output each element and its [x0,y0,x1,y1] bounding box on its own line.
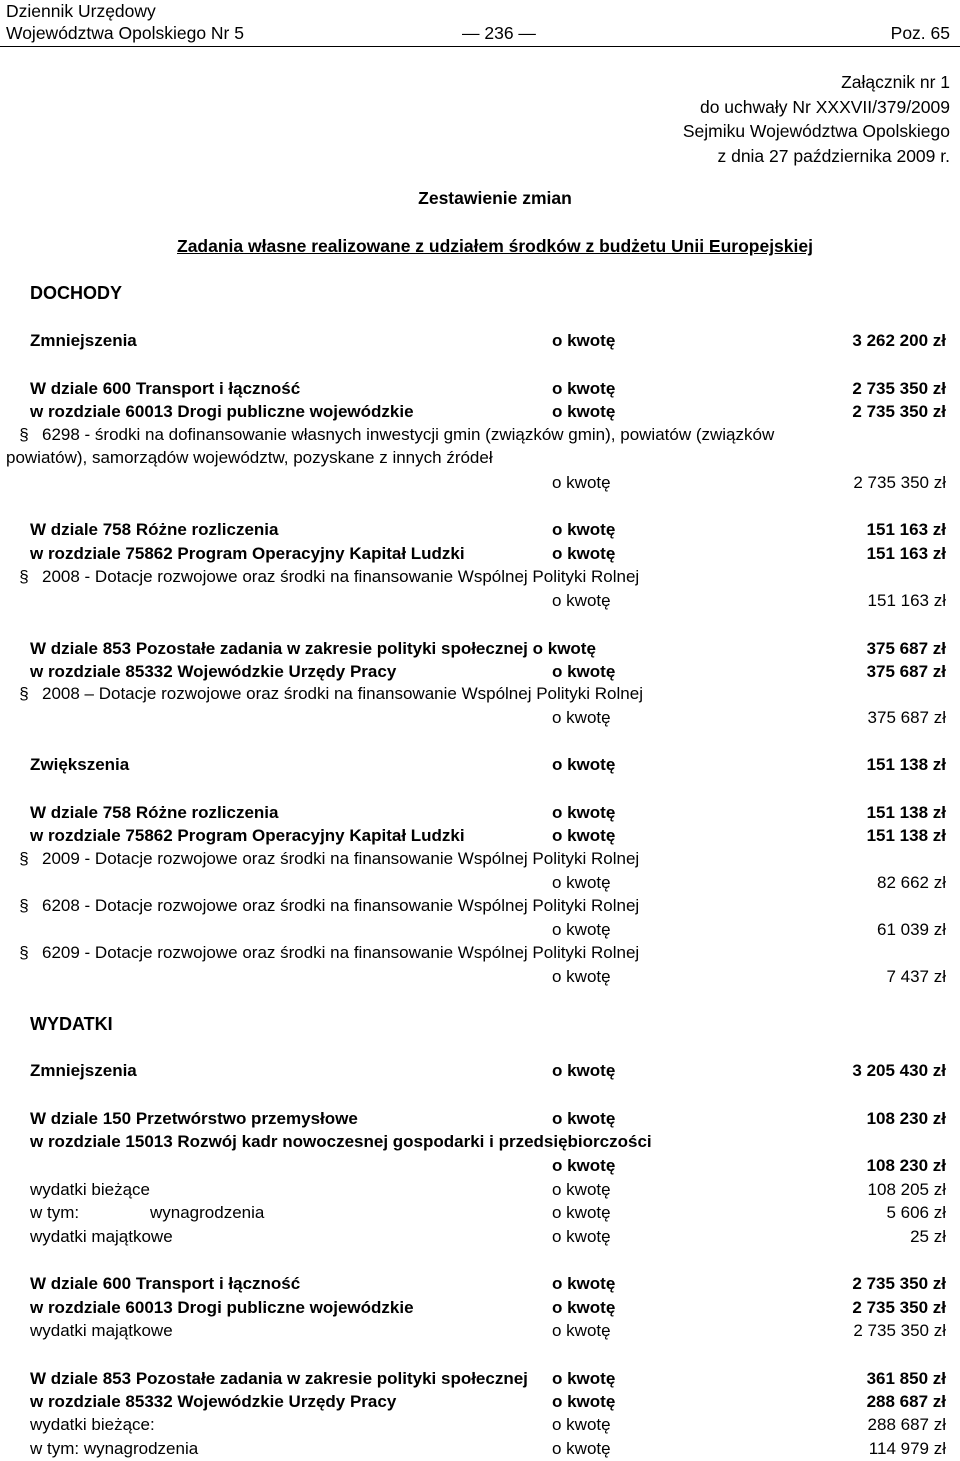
document-subtitle: Zadania własne realizowane z udziałem środków z budżetu Unii Europejskiej [177,236,813,256]
row-label: W dziale 853 Pozostałe zadania w zakresie polityki społecznej o kwotę [30,639,596,658]
row-amount: 2 735 350 zł [853,473,946,492]
table-row [0,753,960,777]
row-kwote: o kwotę [552,662,616,681]
row-amount: 7 437 zł [886,967,946,986]
row-label: w rozdziale 75862 Program Operacyjny Kapitał Ludzki [30,826,465,845]
paragraph-text: 2009 - Dotacje rozwojowe oraz środki na finansowanie Wspólnej Polityki Rolnej [42,849,640,868]
table-row [0,1437,960,1461]
table-row [0,1390,960,1414]
row-label: w rozdziale 60013 Drogi publiczne wojewódzkie [30,1298,414,1317]
table-row [0,824,960,848]
paragraph-entry [6,682,950,705]
row-kwote: o kwotę [552,1439,611,1458]
table-row [0,706,960,730]
paragraph-entry [6,847,950,870]
row-amount: 61 039 zł [877,920,946,939]
table-row [0,1272,960,1296]
row-label: Zmniejszenia [30,1061,137,1080]
position-number: Poz. 65 [890,23,950,43]
row-kwote: o kwotę [552,591,611,610]
paragraph-entry [6,565,950,588]
table-row [0,1059,960,1083]
table-row [0,1130,960,1154]
row-label: w rozdziale 60013 Drogi publiczne wojewódzkie [30,402,414,421]
row-label: Zwiększenia [30,755,130,774]
row-amount: 2 735 350 zł [852,402,946,421]
row-kwote: o kwotę [552,708,611,727]
page-number: — 236 — [462,23,536,43]
row-kwote: o kwotę [552,803,616,822]
table-row [0,660,960,684]
section-symbol: § [19,684,29,703]
row-kwote: o kwotę [552,1369,616,1388]
row-amount: 151 163 zł [866,544,946,563]
row-kwote: o kwotę [552,331,616,350]
row-label: w rozdziale 75862 Program Operacyjny Kapitał Ludzki [30,544,465,563]
journal-title-line1: Dziennik Urzędowy [6,1,156,21]
table-row [0,400,960,424]
row-kwote: o kwotę [552,1298,616,1317]
row-label: wydatki majątkowe [30,1321,173,1340]
row-label: w rozdziale 15013 Rozwój kadr nowoczesnej gospodarki i przedsiębiorczości [30,1132,652,1151]
table-row [0,965,960,989]
row-label: wydatki bieżące: [30,1415,155,1434]
row-amount: 375 687 zł [867,708,946,727]
table-row [0,871,960,895]
row-amount: 108 205 zł [867,1180,946,1199]
row-kwote: o kwotę [552,402,616,421]
row-kwote: o kwotę [552,1109,616,1128]
row-label: W dziale 600 Transport i łączność [30,1274,301,1293]
section-symbol: § [19,567,29,586]
row-amount: 108 230 zł [866,1109,946,1128]
section-income: DOCHODY [30,283,123,303]
row-kwote: o kwotę [552,1203,611,1222]
attachment-line3: Sejmiku Województwa Opolskiego [682,121,950,141]
row-kwote: o kwotę [552,1227,611,1246]
attachment-line2: do uchwały Nr XXXVII/379/2009 [699,96,950,117]
row-kwote: o kwotę [552,1180,611,1199]
row-label: W dziale 853 Pozostałe zadania w zakresie polityki społecznej [30,1369,528,1388]
table-row [0,471,960,495]
row-kwote: o kwotę [552,1061,616,1080]
table-row [0,801,960,825]
row-amount: 375 687 zł [866,639,946,658]
row-label: wydatki bieżące [30,1180,151,1199]
row-kwote: o kwotę [552,826,616,845]
table-row [0,918,960,942]
row-kwote: o kwotę [552,967,611,986]
row-amount: 151 138 zł [866,803,946,822]
row-label: wydatki majątkowe [30,1227,173,1246]
paragraph-entry [6,941,950,964]
row-amount: 114 979 zł [868,1439,946,1458]
section-symbol: § [19,849,29,868]
row-amount: 361 850 zł [866,1369,946,1388]
row-label: W dziale 758 Różne rozliczenia [30,803,279,822]
table-row [0,542,960,566]
paragraph-text: 2008 - Dotacje rozwojowe oraz środki na finansowanie Wspólnej Polityki Rolnej [42,567,640,586]
row-label: w rozdziale 85332 Wojewódzkie Urzędy Pracy [30,662,397,681]
row-kwote: o kwotę [552,1156,616,1175]
row-kwote: o kwotę [552,1392,616,1411]
table-row [0,1319,960,1343]
row-amount: 151 138 zł [866,826,946,845]
row-kwote: o kwotę [552,920,611,939]
table-row [0,377,960,401]
row-label: w rozdziale 85332 Wojewódzkie Urzędy Pracy [30,1392,397,1411]
journal-title [6,0,244,44]
table-row [0,1413,960,1437]
paragraph-text: 6208 - Dotacje rozwojowe oraz środki na finansowanie Wspólnej Polityki Rolnej [42,896,640,915]
row-amount: 151 163 zł [867,591,946,610]
row-amount: 5 606 zł [886,1203,946,1222]
row-amount: 2 735 350 zł [852,1298,946,1317]
table-row [0,329,960,353]
table-row [0,1201,960,1225]
row-kwote: o kwotę [552,1274,616,1293]
row-label: w tym: wynagrodzenia [30,1439,199,1458]
row-amount: 151 163 zł [866,520,946,539]
row-amount: 108 230 zł [866,1156,946,1175]
row-label: w tym: [30,1203,80,1222]
paragraph-text-continued: powiatów), samorządów województw, pozyskane z innych źródeł [6,448,493,467]
row-amount: 2 735 350 zł [852,379,946,398]
row-amount: 288 687 zł [867,1415,946,1434]
table-row [0,589,960,613]
row-amount: 2 735 350 zł [852,1274,946,1293]
row-kwote: o kwotę [552,1321,611,1340]
section-symbol: § [19,896,29,915]
table-row [0,1107,960,1131]
row-amount: 151 138 zł [866,755,946,774]
table-row [0,1154,960,1178]
attachment-line4: z dnia 27 października 2009 r. [717,145,950,166]
row-kwote: o kwotę [552,1415,611,1434]
paragraph-entry [6,423,950,469]
row-label: W dziale 758 Różne rozliczenia [30,520,279,539]
row-amount: 3 262 200 zł [852,331,946,350]
paragraph-text: 6209 - Dotacje rozwojowe oraz środki na finansowanie Wspólnej Polityki Rolnej [42,943,640,962]
row-label: W dziale 600 Transport i łączność [30,379,301,398]
attachment-line1: Załącznik nr 1 [841,72,950,92]
section-symbol: § [19,943,29,962]
table-row [0,1296,960,1320]
row-amount: 2 735 350 zł [853,1321,946,1340]
row-kwote: o kwotę [552,755,616,774]
table-row [0,1225,960,1249]
section-expenses: WYDATKI [30,1014,113,1034]
section-symbol: § [19,425,29,444]
paragraph-entry [6,894,950,917]
table-row [0,518,960,542]
row-amount: 82 662 zł [877,873,946,892]
row-kwote: o kwotę [552,520,616,539]
header-rule [0,46,960,47]
row-label: Zmniejszenia [30,331,137,350]
row-kwote: o kwotę [552,544,616,563]
table-row [0,1367,960,1391]
row-sublabel: wynagrodzenia [150,1203,265,1222]
row-amount: 3 205 430 zł [852,1061,946,1080]
row-kwote: o kwotę [552,379,616,398]
row-amount: 375 687 zł [866,662,946,681]
document-title: Zestawienie zmian [418,188,572,208]
row-kwote: o kwotę [552,473,611,492]
row-label: W dziale 150 Przetwórstwo przemysłowe [30,1109,358,1128]
row-amount: 25 zł [910,1227,946,1246]
table-row [0,1178,960,1202]
paragraph-text: 2008 – Dotacje rozwojowe oraz środki na finansowanie Wspólnej Polityki Rolnej [42,684,643,703]
journal-title-line2: Województwa Opolskiego Nr 5 [6,23,244,43]
row-kwote: o kwotę [552,873,611,892]
table-row [0,637,960,661]
attachment-note [683,70,950,168]
paragraph-text: 6298 - środki na dofinansowanie własnych inwestycji gmin (związków gmin), powiatów (związków [42,425,775,444]
row-amount: 288 687 zł [866,1392,946,1411]
